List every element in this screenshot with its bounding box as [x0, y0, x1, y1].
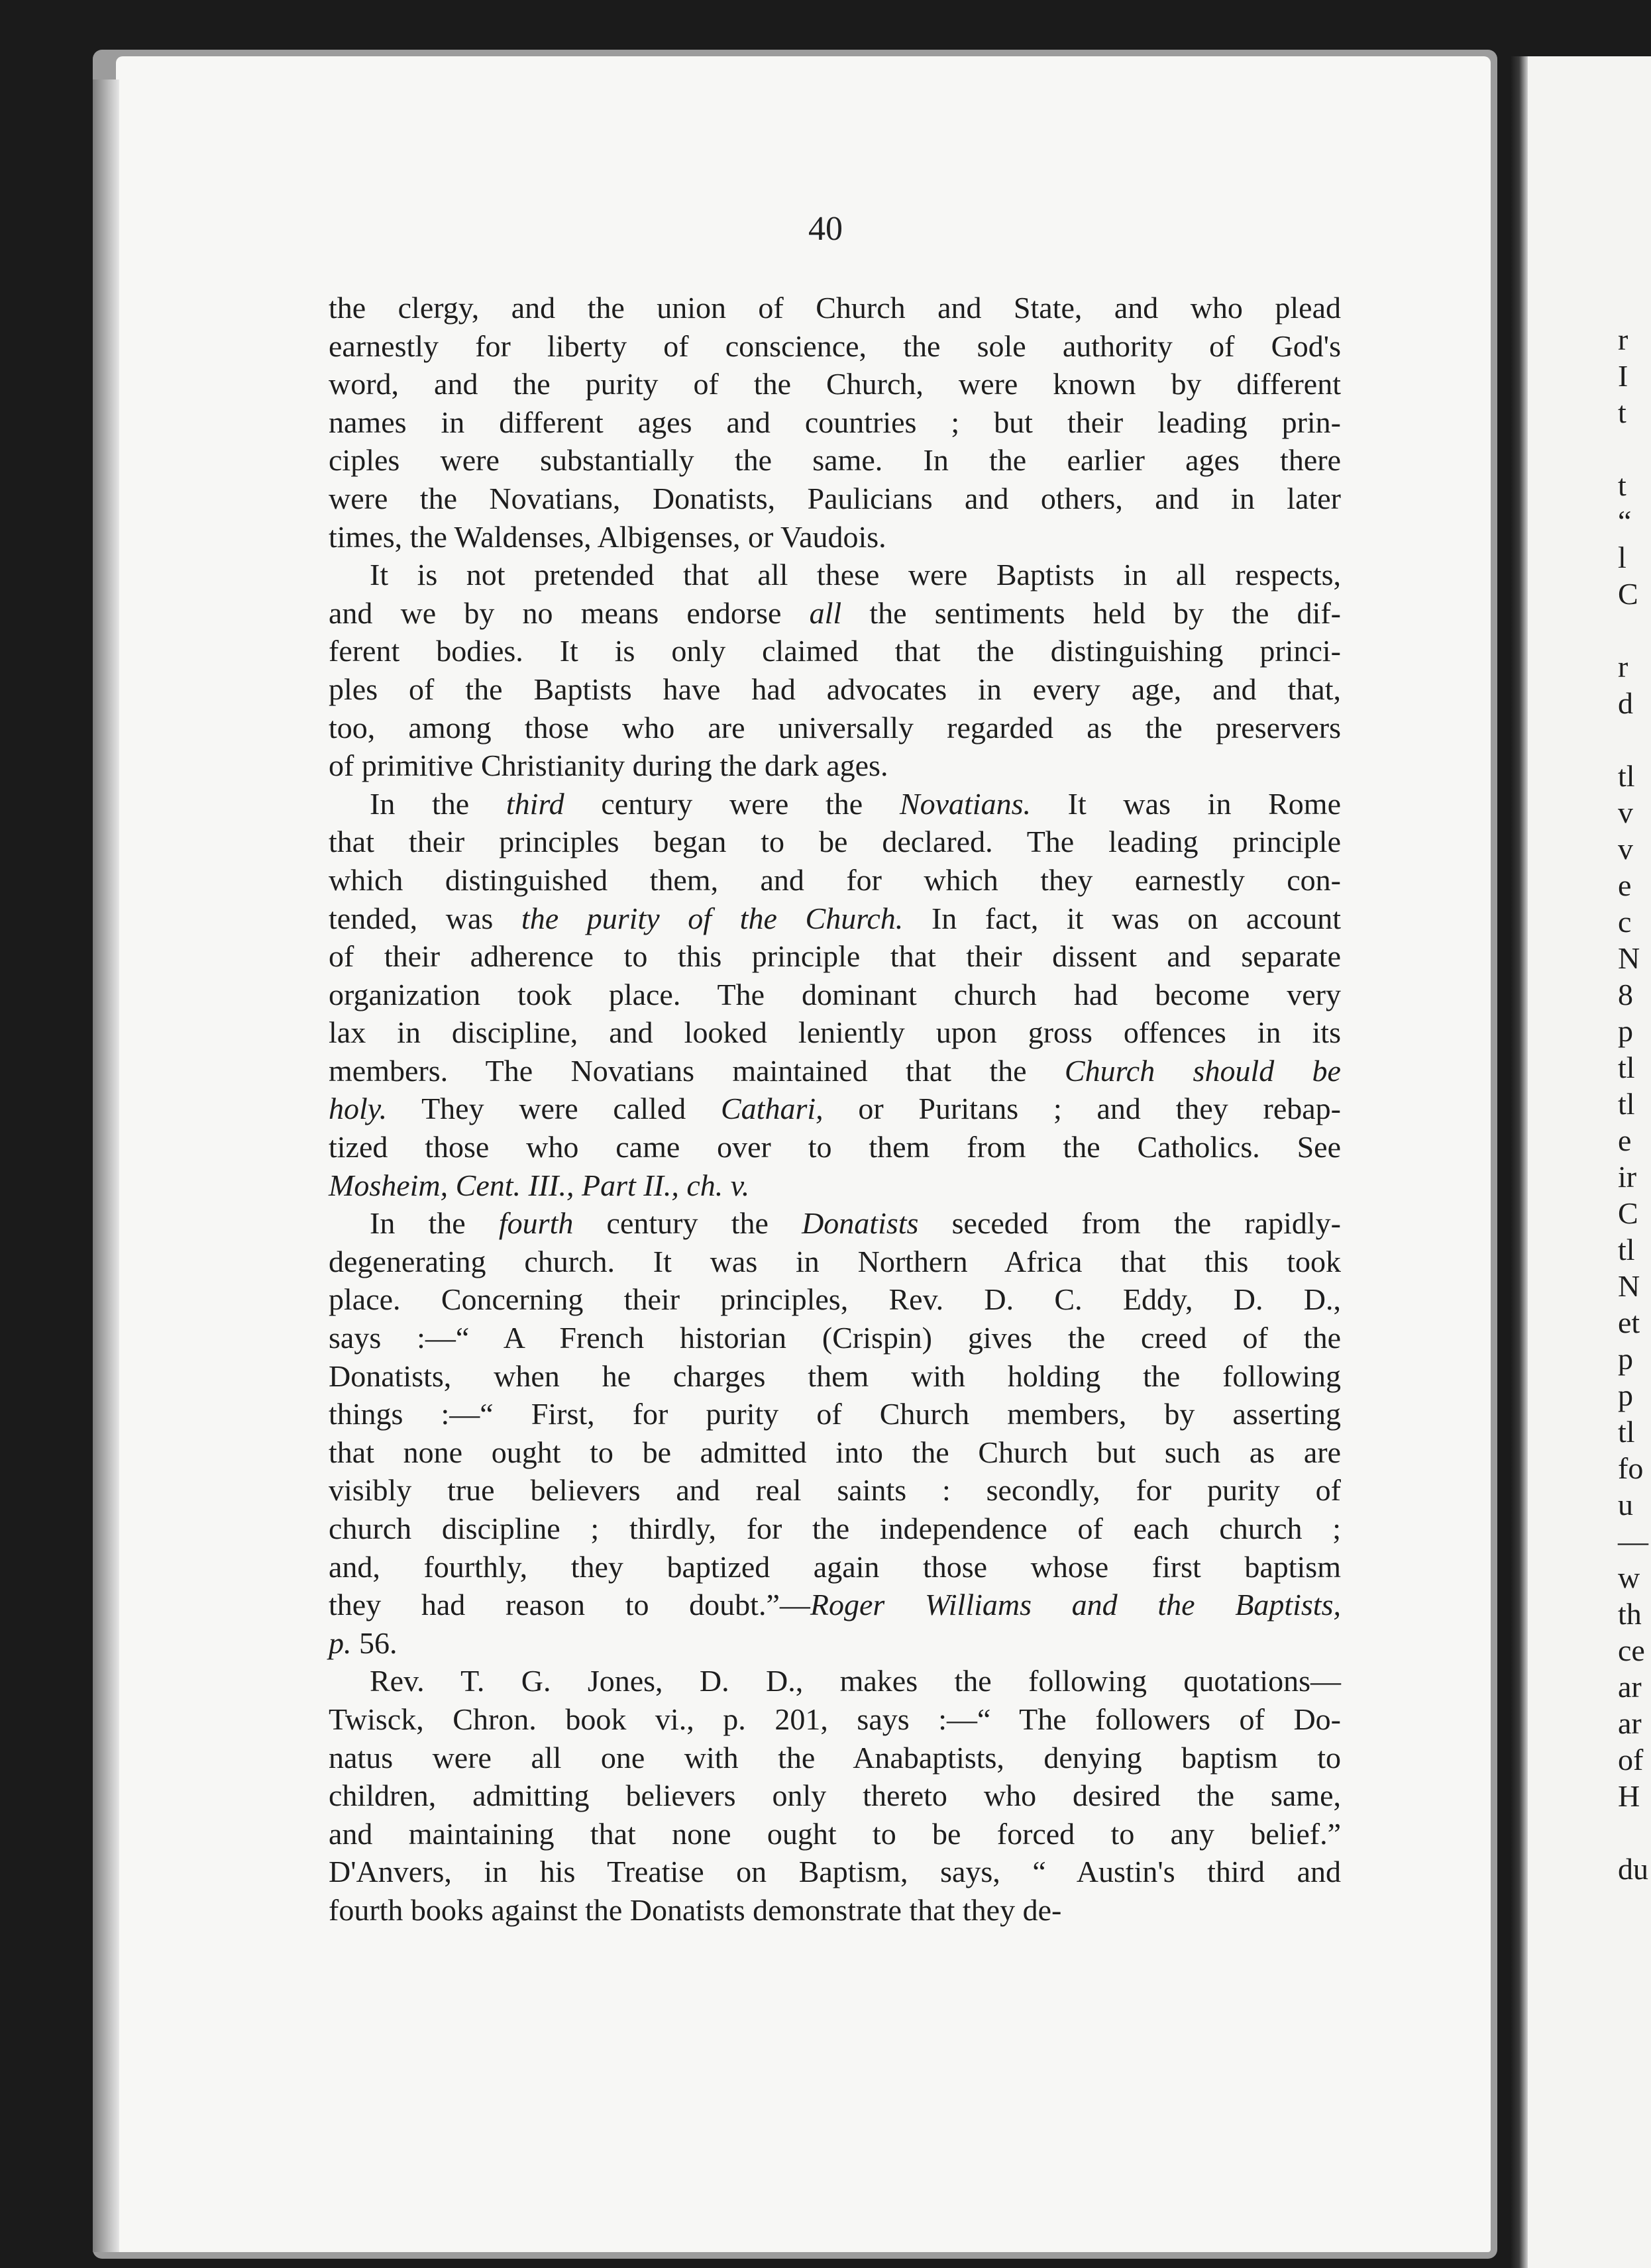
- text-line: [329, 1357, 1341, 1396]
- adjacent-page-fragment: t: [1618, 468, 1626, 502]
- text-line: [329, 1624, 1341, 1663]
- text-line: [329, 1395, 1341, 1433]
- adjacent-page-fragment: C: [1618, 577, 1638, 611]
- text-line: [329, 403, 1341, 442]
- text-run: word, and the purity of the Church, were known by different: [329, 367, 1341, 401]
- text-line: [329, 556, 1341, 594]
- adjacent-page-fragment: ar: [1618, 1670, 1642, 1704]
- adjacent-page-fragment: fo: [1618, 1451, 1644, 1485]
- italic-text: Novatians.: [899, 786, 1031, 821]
- italic-text: Roger Williams and the Baptists,: [810, 1588, 1341, 1622]
- text-run: and we by no means endorse: [329, 595, 810, 630]
- text-line: [329, 861, 1341, 900]
- text-line: [329, 976, 1341, 1014]
- text-line: [329, 1739, 1341, 1777]
- text-line: [329, 823, 1341, 861]
- text-line: [329, 1433, 1341, 1472]
- text-line: [329, 1128, 1341, 1166]
- body-text: [329, 289, 1341, 1930]
- text-line: [329, 747, 1341, 785]
- text-run: ciples were substantially the same. In the earlier ages there: [329, 443, 1341, 478]
- text-run: times, the Waldenses, Albigenses, or Vaudois.: [329, 519, 886, 554]
- text-line: [329, 632, 1341, 670]
- adjacent-page-fragment: N: [1618, 941, 1640, 975]
- text-run: visibly true believers and real saints : secondly, for purity of: [329, 1473, 1341, 1508]
- text-line: [329, 1052, 1341, 1090]
- text-run: were the Novatians, Donatists, Paulicians and others, and in later: [329, 481, 1341, 515]
- text-line: [329, 518, 1341, 556]
- text-line: [329, 441, 1341, 480]
- text-run: It was in Rome: [1030, 786, 1342, 821]
- text-line: [329, 1662, 1341, 1700]
- adjacent-page-fragment: r: [1618, 323, 1628, 356]
- text-line: [329, 1510, 1341, 1548]
- text-line: [329, 1280, 1341, 1319]
- text-line: [329, 594, 1341, 633]
- adjacent-page-fragment: N: [1618, 1269, 1640, 1303]
- text-run: members. The Novatians maintained that the: [329, 1053, 1065, 1088]
- text-run: seceded from the rapidly-: [918, 1206, 1341, 1241]
- adjacent-page-fragment: v: [1618, 832, 1633, 866]
- adjacent-page-fragment: “: [1618, 504, 1632, 538]
- adjacent-page-fragment: l: [1618, 541, 1626, 574]
- adjacent-page-fragment: e: [1618, 1123, 1632, 1157]
- text-run: organization took place. The dominant church had become very: [329, 977, 1341, 1011]
- adjacent-page-fragment: ce: [1618, 1633, 1645, 1667]
- text-run: things :—“ First, for purity of Church members, by asserting: [329, 1397, 1341, 1431]
- adjacent-page-fragment: of: [1618, 1743, 1644, 1777]
- text-run: earnestly for liberty of conscience, the sole authority of God's: [329, 329, 1341, 363]
- text-run: In the: [370, 786, 506, 821]
- adjacent-page-fragment: C: [1618, 1196, 1638, 1230]
- adjacent-page-fragment: e: [1618, 868, 1632, 902]
- adjacent-page-fragment: th: [1618, 1597, 1642, 1631]
- italic-text: all: [809, 595, 842, 630]
- text-line: [329, 1471, 1341, 1510]
- text-run: of primitive Christianity during the dark ages.: [329, 748, 888, 783]
- text-run: too, among those who are universally regarded as the preservers: [329, 710, 1341, 745]
- text-run: Rev. T. G. Jones, D. D., makes the following quotations—: [370, 1664, 1341, 1698]
- text-line: [329, 1090, 1341, 1128]
- text-line: [329, 670, 1341, 709]
- text-line: [329, 480, 1341, 518]
- text-run: 56.: [351, 1625, 398, 1660]
- text-line: [329, 1891, 1341, 1930]
- adjacent-page-fragment: tl: [1618, 1087, 1635, 1121]
- text-line: [329, 937, 1341, 976]
- italic-text: the purity of the Church.: [521, 901, 904, 935]
- text-line: [329, 1815, 1341, 1853]
- adjacent-page-fragment: ar: [1618, 1706, 1642, 1740]
- text-run: tized those who came over to them from the Catholics. See: [329, 1130, 1341, 1164]
- text-run: that their principles began to be declared. The leading principle: [329, 825, 1341, 859]
- text-line: [329, 1586, 1341, 1624]
- text-line: [329, 289, 1341, 327]
- adjacent-page-fragment: p: [1618, 1378, 1633, 1412]
- italic-text: Mosheim, Cent. III., Part II., ch. v.: [329, 1168, 750, 1202]
- page-edge: [93, 79, 119, 2252]
- adjacent-page-fragment: w: [1618, 1561, 1640, 1594]
- text-line: [329, 1548, 1341, 1586]
- text-run: or Puritans ; and they rebap-: [823, 1092, 1342, 1126]
- adjacent-page-fragment: r: [1618, 650, 1628, 684]
- adjacent-page-fragment: ir: [1618, 1160, 1637, 1194]
- text-run: names in different ages and countries ; but their leading prin-: [329, 405, 1341, 439]
- adjacent-page-fragment: t: [1618, 395, 1626, 429]
- text-run: They were called: [387, 1092, 721, 1126]
- italic-text: Church should be: [1064, 1053, 1341, 1088]
- text-run: fourth books against the Donatists demonstrate that they de-: [329, 1892, 1062, 1927]
- text-line: [329, 365, 1341, 403]
- adjacent-page-fragment: 8: [1618, 978, 1633, 1011]
- text-run: lax in discipline, and looked leniently upon gross offences in its: [329, 1015, 1341, 1050]
- text-run: tended, was: [329, 901, 521, 935]
- text-line: [329, 1013, 1341, 1052]
- text-line: [329, 900, 1341, 938]
- italic-text: p.: [329, 1625, 352, 1660]
- italic-text: fourth: [498, 1206, 574, 1241]
- adjacent-page-fragment: tl: [1618, 1233, 1635, 1266]
- text-run: In the: [370, 1206, 499, 1241]
- text-run: which distinguished them, and for which they earnestly con-: [329, 862, 1341, 897]
- adjacent-page-fragment: u: [1618, 1488, 1633, 1521]
- text-run: the clergy, and the union of Church and State, and who plead: [329, 291, 1341, 325]
- text-line: [329, 1319, 1341, 1357]
- text-run: ples of the Baptists have had advocates in every age, and that,: [329, 672, 1341, 706]
- adjacent-page-fragment: v: [1618, 796, 1633, 829]
- text-line: [329, 1700, 1341, 1739]
- italic-text: holy.: [329, 1092, 388, 1126]
- text-run: Donatists, when he charges them with holding the following: [329, 1359, 1341, 1393]
- text-run: D'Anvers, in his Treatise on Baptism, says, “ Austin's third and: [329, 1855, 1341, 1889]
- text-run: that none ought to be admitted into the Church but such as are: [329, 1435, 1341, 1469]
- text-run: and maintaining that none ought to be forced to any belief.”: [329, 1816, 1341, 1851]
- text-run: place. Concerning their principles, Rev. D. C. Eddy, D. D.,: [329, 1282, 1341, 1317]
- text-line: [329, 1853, 1341, 1891]
- text-line: [329, 1166, 1341, 1205]
- adjacent-page-fragment: tl: [1618, 1415, 1635, 1449]
- text-run: and, fourthly, they baptized again those whose first baptism: [329, 1549, 1341, 1584]
- text-line: [329, 709, 1341, 747]
- adjacent-page-fragment: p: [1618, 1014, 1633, 1048]
- adjacent-page-fragment: du: [1618, 1852, 1648, 1886]
- text-run: degenerating church. It was in Northern Africa that this took: [329, 1244, 1341, 1278]
- text-run: natus were all one with the Anabaptists, denying baptism to: [329, 1740, 1341, 1775]
- adjacent-page-fragment: tl: [1618, 759, 1635, 793]
- text-run: It is not pretended that all these were Baptists in all respects,: [370, 558, 1341, 592]
- text-run: they had reason to doubt.”—: [329, 1588, 810, 1622]
- text-line: [329, 1204, 1341, 1243]
- adjacent-page-fragment: p: [1618, 1342, 1633, 1376]
- text-run: of their adherence to this principle that their dissent and separate: [329, 939, 1341, 974]
- adjacent-page-fragment: —: [1618, 1524, 1648, 1558]
- text-line: [329, 785, 1341, 823]
- adjacent-page-fragment: d: [1618, 686, 1633, 720]
- text-run: church discipline ; thirdly, for the independence of each church ;: [329, 1512, 1341, 1545]
- adjacent-page-fragment: c: [1618, 905, 1632, 939]
- text-run: Twisck, Chron. book vi., p. 201, says :—“ The followers of Do-: [329, 1702, 1341, 1736]
- page-number: 40: [808, 210, 843, 248]
- text-run: children, admitting believers only thereto who desired the same,: [329, 1778, 1341, 1813]
- text-line: [329, 1243, 1341, 1281]
- text-run: ferent bodies. It is only claimed that the distinguishing princi-: [329, 634, 1341, 668]
- text-run: says :—“ A French historian (Crispin) gives the creed of the: [329, 1321, 1341, 1355]
- adjacent-page-fragment: H: [1618, 1779, 1640, 1813]
- text-line: [329, 1777, 1341, 1815]
- text-line: [329, 327, 1341, 366]
- text-run: the sentiments held by the dif-: [841, 595, 1341, 630]
- book-gutter: [1511, 56, 1528, 2268]
- text-run: century were the: [564, 786, 900, 821]
- text-run: century the: [573, 1206, 802, 1241]
- italic-text: Donatists: [802, 1206, 919, 1241]
- adjacent-page-fragment: et: [1618, 1306, 1640, 1339]
- adjacent-page-fragment: I: [1618, 359, 1628, 393]
- italic-text: third: [506, 786, 564, 821]
- text-run: In fact, it was on account: [903, 901, 1341, 935]
- adjacent-page-fragment: tl: [1618, 1051, 1635, 1084]
- italic-text: Cathari,: [720, 1092, 824, 1126]
